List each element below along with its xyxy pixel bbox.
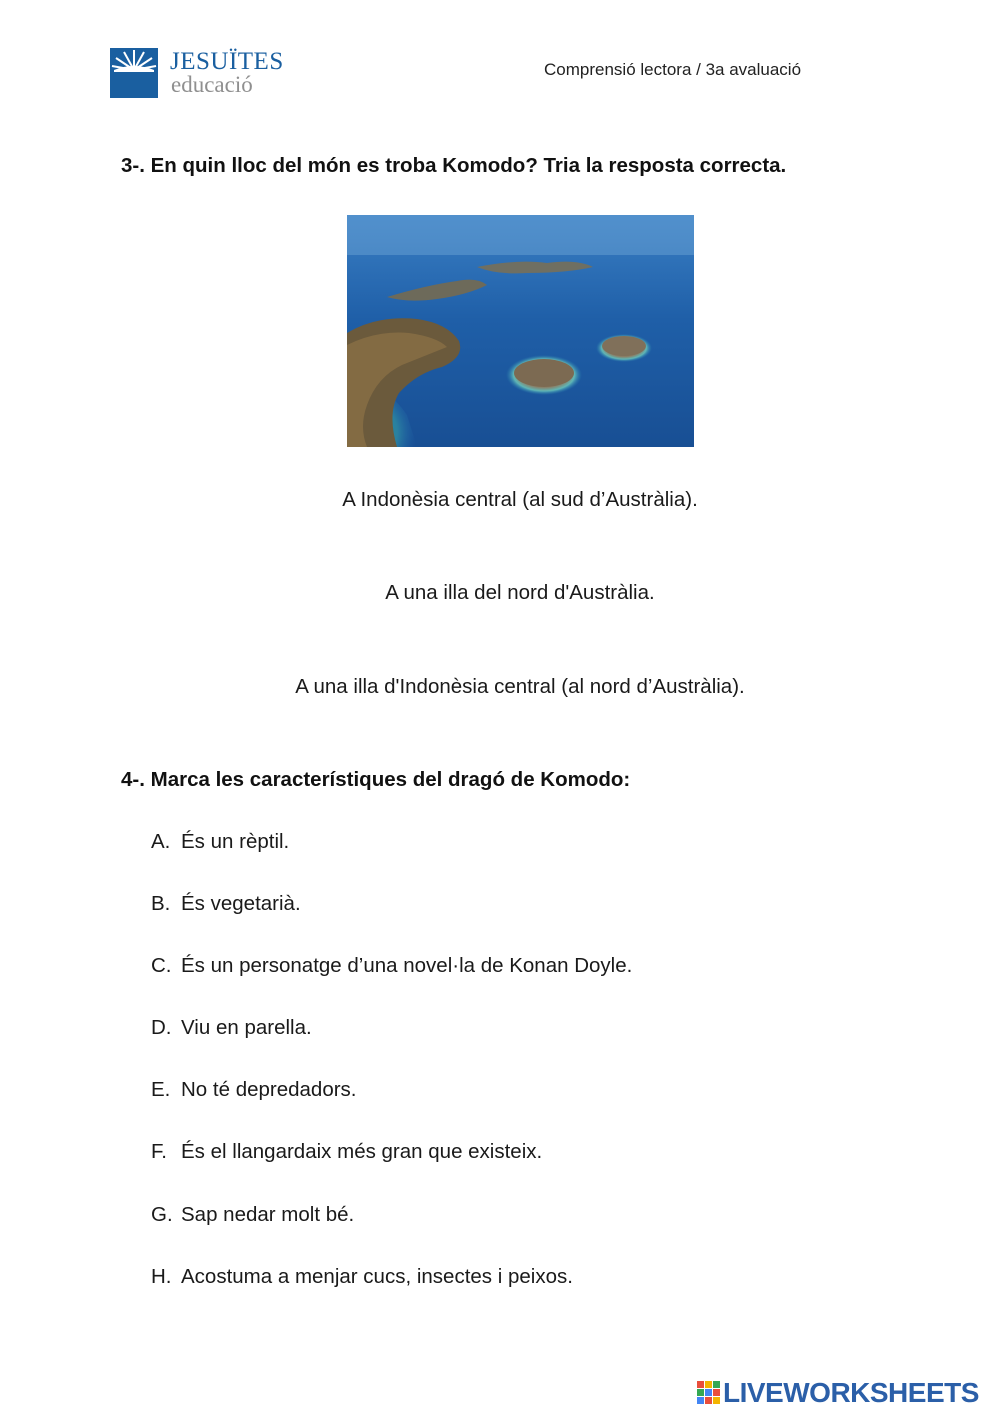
page-subtitle: Comprensió lectora / 3a avaluació — [544, 60, 802, 79]
question-4-title: 4-. Marca les característiques del dragó de Komodo: — [121, 768, 631, 791]
characteristic-item-g[interactable] — [151, 1203, 354, 1227]
item-letter: D. — [151, 1016, 172, 1039]
answer-option-3[interactable]: A una illa d'Indonèsia central (al nord d’Austràlia). — [295, 675, 745, 698]
item-letter: B. — [151, 892, 171, 915]
item-text: És un personatge d’una novel·la de Konan Doyle. — [181, 954, 633, 977]
characteristic-item-b[interactable] — [151, 892, 301, 916]
characteristic-item-a[interactable] — [151, 830, 289, 854]
item-letter: A. — [151, 830, 171, 853]
sunburst-icon — [110, 48, 158, 98]
jesuites-logo — [110, 48, 310, 100]
item-letter: H. — [151, 1265, 172, 1288]
logo-text-educacio: educació — [171, 72, 253, 97]
item-letter: G. — [151, 1203, 173, 1226]
liveworksheets-wordmark: LIVEWORKSHEETS — [723, 1377, 979, 1408]
characteristic-item-h[interactable] — [151, 1265, 573, 1289]
characteristic-item-e[interactable] — [151, 1078, 357, 1102]
item-text: És vegetarià. — [181, 892, 301, 915]
item-letter: E. — [151, 1078, 171, 1101]
characteristic-item-c[interactable] — [151, 954, 632, 978]
liveworksheets-logo — [697, 1376, 997, 1412]
characteristic-item-d[interactable] — [151, 1016, 312, 1040]
item-text: És el llangardaix més gran que existeix. — [181, 1140, 543, 1163]
item-letter: F. — [151, 1140, 167, 1163]
liveworksheets-grid-icon — [697, 1381, 721, 1405]
komodo-islands-photo — [347, 215, 694, 447]
logo-text-jesuites: JESUÏTES — [170, 48, 284, 75]
item-text: Acostuma a menjar cucs, insectes i peixos. — [181, 1265, 573, 1288]
answer-option-1[interactable]: A Indonèsia central (al sud d’Austràlia). — [342, 488, 698, 511]
item-text: Sap nedar molt bé. — [181, 1203, 355, 1226]
question-3-title: 3-. En quin lloc del món es troba Komodo? Tria la resposta correcta. — [121, 154, 787, 177]
answer-option-2[interactable]: A una illa del nord d'Austràlia. — [385, 581, 655, 604]
characteristic-item-f[interactable] — [151, 1140, 542, 1164]
item-letter: C. — [151, 954, 172, 977]
item-text: És un rèptil. — [181, 830, 290, 853]
item-text: Viu en parella. — [181, 1016, 312, 1039]
item-text: No té depredadors. — [181, 1078, 357, 1101]
